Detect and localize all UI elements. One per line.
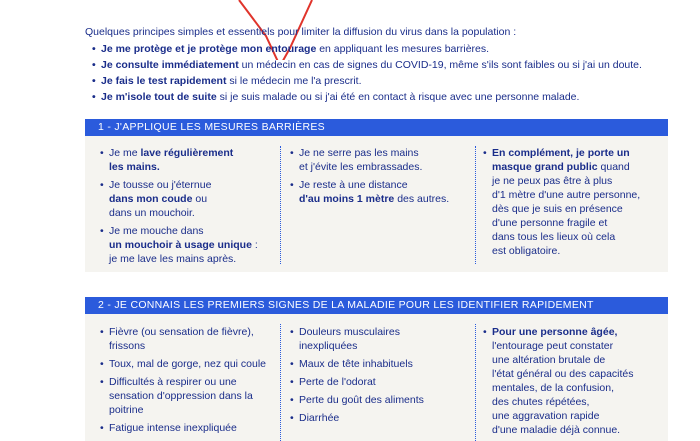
intro-block [85,24,642,105]
section-1-col-3 [483,146,663,262]
list-item: • Douleurs musculaires inexpliquées [290,325,470,353]
list-item: • Fièvre (ou sensation de fièvre), frissons [100,325,280,353]
section-2-col-2 [290,325,470,429]
section-2-col-1 [100,325,280,439]
list-item: • Fatigue intense inexpliquée [100,421,280,435]
column-divider [475,146,476,264]
list-item: • Perte de l'odorat [290,375,470,389]
section-1-header: 1 - J'APPLIQUE LES MESURES BARRIÈRES [85,119,668,136]
list-item: • Je me lave régulièrement les mains. [100,146,275,174]
intro-point: • Je fais le test rapidement si le médecin me l'a prescrit. [85,73,642,89]
column-divider [475,324,476,441]
list-item: • Diarrhée [290,411,470,425]
intro-point: • Je m'isole tout de suite si je suis malade ou si j'ai été en contact à risque avec une personne malade. [85,89,642,105]
list-item: • Maux de tête inhabituels [290,357,470,371]
column-divider [280,324,281,441]
section-1-panel [85,136,668,272]
section-1-col-1 [100,146,275,270]
list-item: • En complément, je porte un masque grand public quand je ne peux pas être à plus d'1 mètre d'une autre personne, dès que je suis en présence d'une personne fragile et dans tous les lieux où cela est obligatoire. [483,146,663,258]
list-item: • Je me mouche dans un mouchoir à usage unique : je me lave les mains après. [100,224,275,266]
section-2-panel [85,314,668,441]
list-item: • Je tousse ou j'éternue dans mon coude ou dans un mouchoir. [100,178,275,220]
list-item: • Pour une personne âgée, l'entourage peut constater une altération brutale de l'état général ou des capacités mentales, de la confusion, des chutes répétées, une aggravation rapide d'une maladie déjà connue. [483,325,663,437]
column-divider [280,146,281,264]
list-item: • Je reste à une distance d'au moins 1 mètre des autres. [290,178,470,206]
section-2-header: 2 - JE CONNAIS LES PREMIERS SIGNES DE LA MALADIE POUR LES IDENTIFIER RAPIDEMENT [85,297,668,314]
intro-point: • Je me protège et je protège mon entourage en appliquant les mesures barrières. [85,41,642,57]
list-item: • Toux, mal de gorge, nez qui coule [100,357,280,371]
intro-point: • Je consulte immédiatement un médecin en cas de signes du COVID-19, même s'ils sont faibles ou si j'ai un doute. [85,57,642,73]
intro-lead: Quelques principes simples et essentiels pour limiter la diffusion du virus dans la population : [85,26,517,38]
list-item: • Je ne serre pas les mains et j'évite les embrassades. [290,146,470,174]
list-item: • Perte du goût des aliments [290,393,470,407]
list-item: • Difficultés à respirer ou une sensation d'oppression dans la poitrine [100,375,280,417]
section-1-col-2 [290,146,470,210]
section-2-col-3 [483,325,663,441]
